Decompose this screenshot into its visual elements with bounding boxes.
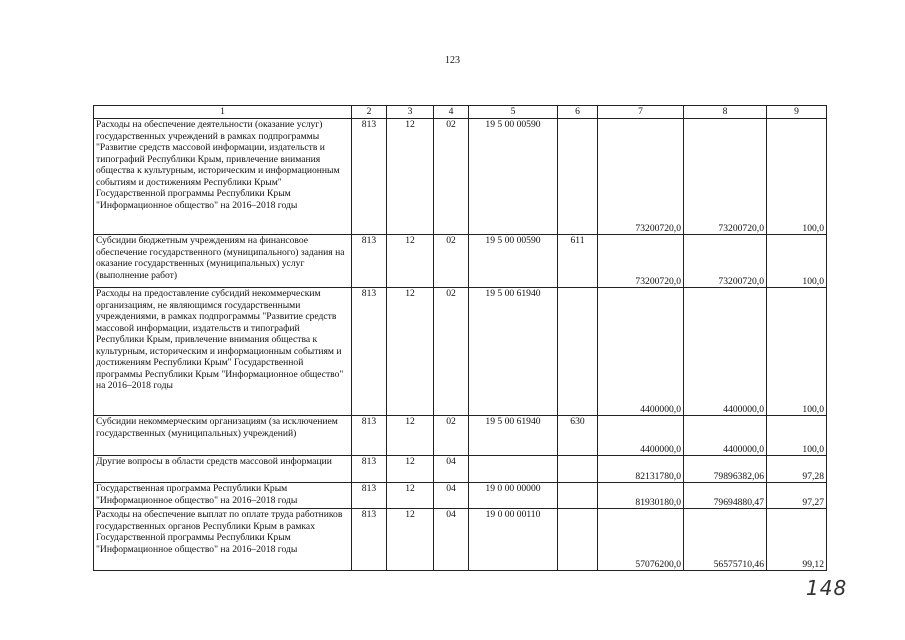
- code-cell: 630: [558, 416, 598, 456]
- code-cell: 04: [434, 456, 469, 483]
- code-cell: [558, 119, 598, 235]
- table-row: [94, 416, 827, 456]
- code-cell: 12: [387, 235, 434, 288]
- code-cell: 12: [387, 456, 434, 483]
- code-cell: [558, 483, 598, 509]
- code-cell: [469, 456, 558, 483]
- header-cell: 6: [558, 106, 598, 119]
- percent-cell: 99,12: [767, 509, 827, 571]
- header-cell: 8: [684, 106, 767, 119]
- table-row: [94, 456, 827, 483]
- table-row: [94, 288, 827, 416]
- code-cell: 813: [352, 483, 387, 509]
- row-name: Расходы на обеспечение выплат по оплате труда работников государственных органов Республики Крым в рамках Государственной программы Республики Крым "Информационное общество" на 2016–2018 годы: [94, 509, 352, 571]
- code-cell: [558, 288, 598, 416]
- amount-cell: 79694880,47: [684, 483, 767, 509]
- amount-cell: 73200720,0: [598, 235, 684, 288]
- row-name: Государственная программа Республики Крым "Информационное общество" на 2016–2018 годы: [94, 483, 352, 509]
- amount-cell: 79896382,06: [684, 456, 767, 483]
- percent-cell: 100,0: [767, 416, 827, 456]
- percent-cell: 100,0: [767, 288, 827, 416]
- amount-cell: 57076200,0: [598, 509, 684, 571]
- code-cell: 813: [352, 456, 387, 483]
- amount-cell: 4400000,0: [598, 288, 684, 416]
- code-cell: 02: [434, 119, 469, 235]
- code-cell: 04: [434, 483, 469, 509]
- code-cell: 19 5 00 00590: [469, 235, 558, 288]
- amount-cell: 56575710,46: [684, 509, 767, 571]
- table-row: [94, 119, 827, 235]
- code-cell: 12: [387, 416, 434, 456]
- code-cell: 19 0 00 00110: [469, 509, 558, 571]
- header-cell: 3: [387, 106, 434, 119]
- code-cell: 813: [352, 288, 387, 416]
- code-cell: 19 5 00 00590: [469, 119, 558, 235]
- amount-cell: 4400000,0: [684, 416, 767, 456]
- header-cell: 9: [767, 106, 827, 119]
- code-cell: 19 5 00 61940: [469, 416, 558, 456]
- code-cell: 611: [558, 235, 598, 288]
- code-cell: [558, 509, 598, 571]
- row-name: Расходы на обеспечение деятельности (оказание услуг) государственных учреждений в рамках подпрограммы "Развитие средств массовой информации, издательств и типографий Республики Крым, привлечение внимания общества к культурным, историческим и информационным событиям и достижениям Республики Крым" Государственной программы Республики Крым "Информационное общество" на 2016–2018 годы: [94, 119, 352, 235]
- header-cell: 1: [94, 106, 352, 119]
- amount-cell: 4400000,0: [684, 288, 767, 416]
- code-cell: 12: [387, 509, 434, 571]
- code-cell: 813: [352, 509, 387, 571]
- header-cell: 2: [352, 106, 387, 119]
- amount-cell: 73200720,0: [684, 119, 767, 235]
- row-name: Расходы на предоставление субсидий некоммерческим организациям, не являющимся государственными учреждениями, в рамках подпрограммы "Развитие средств массовой информации, издательств и типографий Республики Крым, привлечение внимания общества к культурным, историческим и информационным событиям и достижениям Республики Крым" Государственной программы Республики Крым "Информационное общество" на 2016–2018 годы: [94, 288, 352, 416]
- amount-cell: 73200720,0: [598, 119, 684, 235]
- percent-cell: 100,0: [767, 235, 827, 288]
- budget-table: [93, 105, 827, 571]
- code-cell: 813: [352, 235, 387, 288]
- table-row: [94, 483, 827, 509]
- code-cell: 813: [352, 416, 387, 456]
- page-number: 123: [445, 55, 460, 66]
- code-cell: 813: [352, 119, 387, 235]
- row-name: Субсидии бюджетным учреждениям на финансовое обеспечение государственного (муниципального) задания на оказание государственных (муниципальных) услуг (выполнение работ): [94, 235, 352, 288]
- amount-cell: 4400000,0: [598, 416, 684, 456]
- amount-cell: 81930180,0: [598, 483, 684, 509]
- code-cell: 02: [434, 288, 469, 416]
- code-cell: 19 5 00 61940: [469, 288, 558, 416]
- handwritten-page-number: 148: [806, 576, 848, 600]
- code-cell: 02: [434, 235, 469, 288]
- table-row: [94, 509, 827, 571]
- code-cell: 04: [434, 509, 469, 571]
- code-cell: 12: [387, 119, 434, 235]
- header-cell: 4: [434, 106, 469, 119]
- header-cell: 5: [469, 106, 558, 119]
- code-cell: [558, 456, 598, 483]
- header-row: [94, 106, 827, 119]
- row-name: Субсидии некоммерческим организациям (за исключением государственных (муниципальных) учреждений): [94, 416, 352, 456]
- percent-cell: 97,27: [767, 483, 827, 509]
- code-cell: 12: [387, 483, 434, 509]
- table-row: [94, 235, 827, 288]
- amount-cell: 73200720,0: [684, 235, 767, 288]
- code-cell: 02: [434, 416, 469, 456]
- amount-cell: 82131780,0: [598, 456, 684, 483]
- code-cell: 12: [387, 288, 434, 416]
- header-cell: 7: [598, 106, 684, 119]
- percent-cell: 97,28: [767, 456, 827, 483]
- row-name: Другие вопросы в области средств массовой информации: [94, 456, 352, 483]
- code-cell: 19 0 00 00000: [469, 483, 558, 509]
- percent-cell: 100,0: [767, 119, 827, 235]
